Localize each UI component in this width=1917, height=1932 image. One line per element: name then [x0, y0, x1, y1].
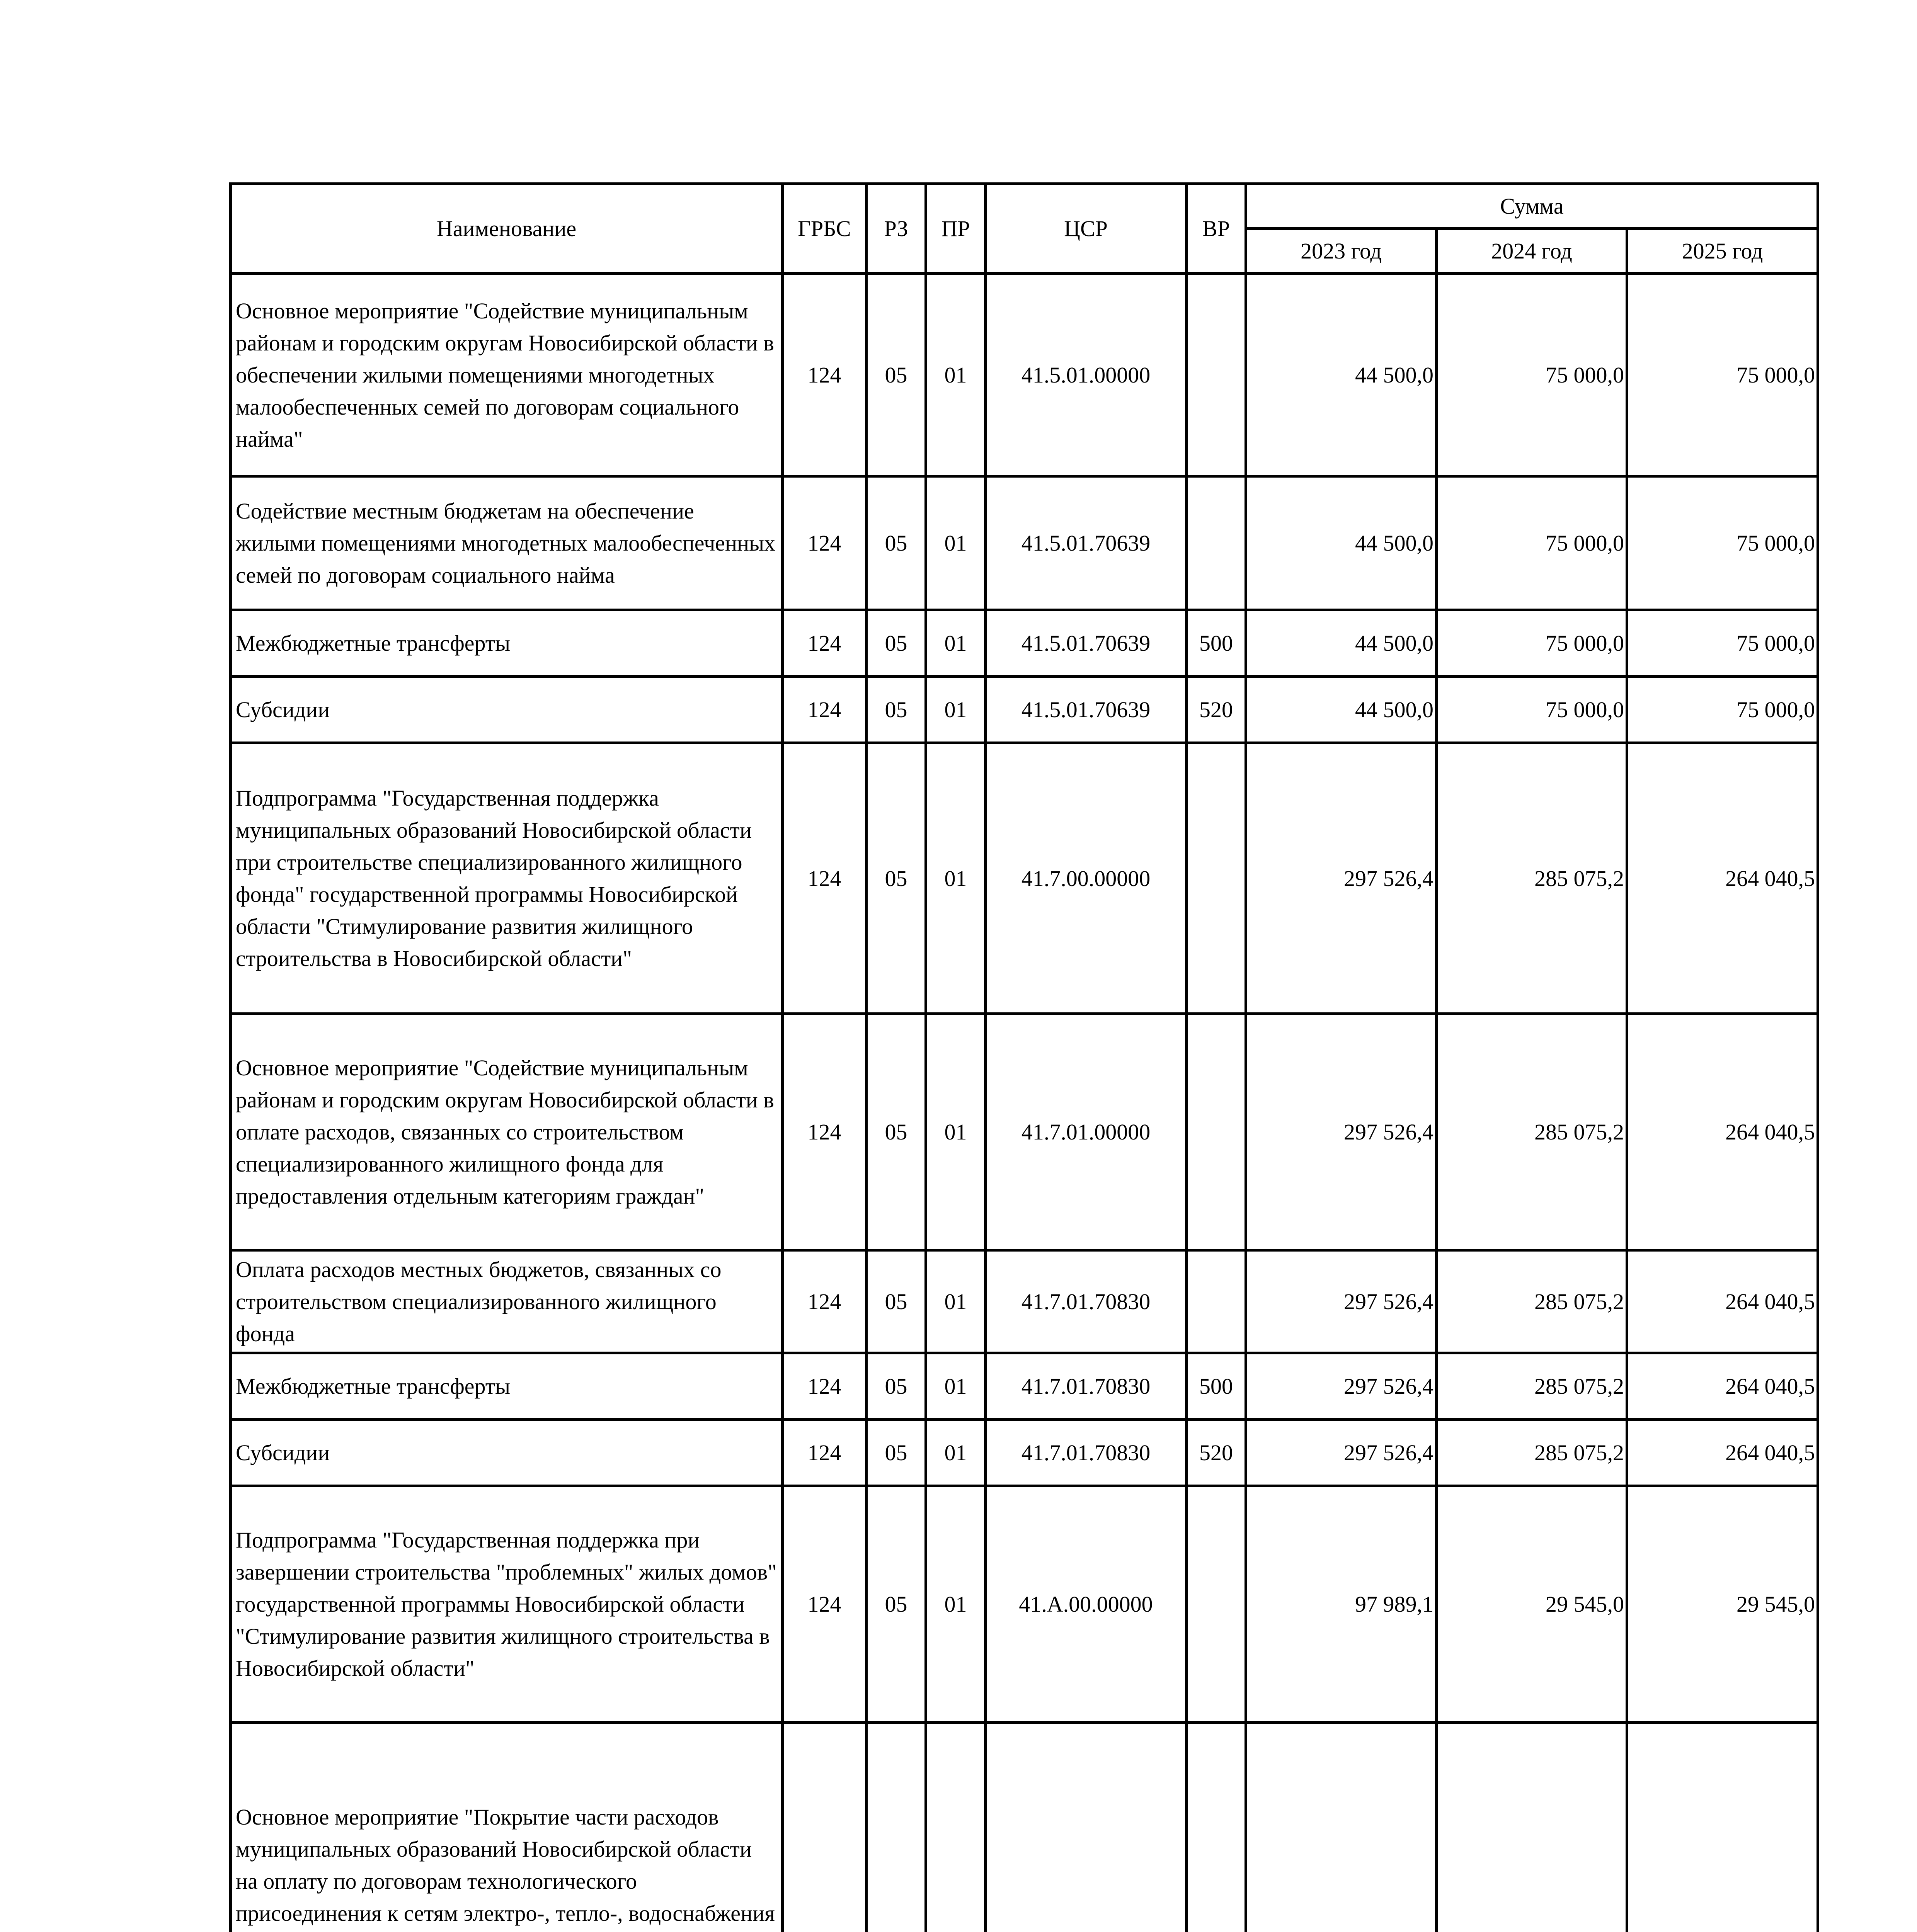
table-row — [231, 743, 1818, 1014]
table-row — [231, 1353, 1818, 1420]
row-vr: 500 — [1187, 610, 1246, 677]
row-vr: 520 — [1187, 1420, 1246, 1486]
row-grbs: 124 — [783, 677, 867, 743]
row-sum-2025: 75 000,0 — [1627, 610, 1818, 677]
row-pr: 01 — [926, 743, 986, 1014]
row-sum-2024: 29 545,0 — [1437, 1486, 1627, 1723]
row-sum-2024: 285 075,2 — [1437, 743, 1627, 1014]
row-rz: 05 — [867, 677, 926, 743]
row-sum-2023: 44 500,0 — [1246, 476, 1437, 610]
row-sum-2025: 75 000,0 — [1627, 677, 1818, 743]
header-sum: Сумма — [1246, 184, 1818, 229]
row-sum-2025 — [1627, 1723, 1818, 1932]
row-name: Субсидии — [231, 677, 783, 743]
row-sum-2024: 75 000,0 — [1437, 610, 1627, 677]
row-vr — [1187, 1723, 1246, 1932]
row-csr: 41.5.01.70639 — [986, 610, 1187, 677]
row-grbs: 124 — [783, 1250, 867, 1353]
row-sum-2023: 44 500,0 — [1246, 610, 1437, 677]
row-vr — [1187, 1250, 1246, 1353]
header-pr: ПР — [926, 184, 986, 274]
row-pr: 01 — [926, 1353, 986, 1420]
row-grbs: 124 — [783, 274, 867, 476]
row-csr: 41.7.01.00000 — [986, 1014, 1187, 1250]
row-sum-2023: 44 500,0 — [1246, 274, 1437, 476]
row-pr: 01 — [926, 1486, 986, 1723]
header-vr: ВР — [1187, 184, 1246, 274]
header-2023: 2023 год — [1246, 229, 1437, 274]
row-sum-2024: 75 000,0 — [1437, 476, 1627, 610]
table-row — [231, 1014, 1818, 1250]
row-csr — [986, 1723, 1187, 1932]
row-name: Основное мероприятие "Содействие муниципальным районам и городским округам Новосибирской области в оплате расходов, связанных со строительством специализированного жилищного фонда для предоставления отдельным категориям граждан" — [231, 1014, 783, 1250]
table-row — [231, 1250, 1818, 1353]
table-row — [231, 1420, 1818, 1486]
row-sum-2023: 297 526,4 — [1246, 1420, 1437, 1486]
row-pr: 01 — [926, 677, 986, 743]
header-csr: ЦСР — [986, 184, 1187, 274]
row-pr: 01 — [926, 476, 986, 610]
row-sum-2025: 264 040,5 — [1627, 1250, 1818, 1353]
table-row — [231, 1486, 1818, 1723]
row-sum-2024: 285 075,2 — [1437, 1420, 1627, 1486]
table-row — [231, 476, 1818, 610]
row-sum-2025: 75 000,0 — [1627, 476, 1818, 610]
row-grbs: 124 — [783, 476, 867, 610]
row-name: Подпрограмма "Государственная поддержка муниципальных образований Новосибирской области при строительстве специализированного жилищного фонда" государственной программы Новосибирской области "Стимулирование развития жилищного строительства в Новосибирской области" — [231, 743, 783, 1014]
row-sum-2023: 297 526,4 — [1246, 1014, 1437, 1250]
row-rz: 05 — [867, 274, 926, 476]
row-rz: 05 — [867, 610, 926, 677]
row-csr: 41.7.01.70830 — [986, 1420, 1187, 1486]
row-grbs: 124 — [783, 1486, 867, 1723]
row-csr: 41.5.01.00000 — [986, 274, 1187, 476]
row-sum-2024: 285 075,2 — [1437, 1250, 1627, 1353]
row-sum-2023: 97 989,1 — [1246, 1486, 1437, 1723]
header-name: Наименование — [231, 184, 783, 274]
row-rz: 05 — [867, 1420, 926, 1486]
header-rz: РЗ — [867, 184, 926, 274]
row-sum-2025: 29 545,0 — [1627, 1486, 1818, 1723]
row-grbs — [783, 1723, 867, 1932]
row-csr: 41.7.01.70830 — [986, 1250, 1187, 1353]
row-sum-2024: 285 075,2 — [1437, 1014, 1627, 1250]
table-body — [231, 274, 1818, 1932]
row-vr — [1187, 274, 1246, 476]
row-name: Основное мероприятие "Покрытие части расходов муниципальных образований Новосибирской области на оплату по договорам технологического присоединения к сетям электро-, тепло-, водоснабжения — [231, 1723, 783, 1932]
row-name: Межбюджетные трансферты — [231, 1353, 783, 1420]
table-header — [231, 184, 1818, 274]
row-rz: 05 — [867, 743, 926, 1014]
row-sum-2025: 264 040,5 — [1627, 1420, 1818, 1486]
row-pr — [926, 1723, 986, 1932]
row-grbs: 124 — [783, 1353, 867, 1420]
row-grbs: 124 — [783, 743, 867, 1014]
table-row — [231, 677, 1818, 743]
row-rz: 05 — [867, 476, 926, 610]
row-vr — [1187, 1486, 1246, 1723]
row-name: Содействие местным бюджетам на обеспечение жилыми помещениями многодетных малообеспеченных семей по договорам социального найма — [231, 476, 783, 610]
row-sum-2024 — [1437, 1723, 1627, 1932]
row-sum-2023: 44 500,0 — [1246, 677, 1437, 743]
row-vr: 520 — [1187, 677, 1246, 743]
row-rz: 05 — [867, 1250, 926, 1353]
row-sum-2023: 297 526,4 — [1246, 1353, 1437, 1420]
table-row — [231, 1723, 1818, 1932]
row-csr: 41.А.00.00000 — [986, 1486, 1187, 1723]
row-sum-2023: 297 526,4 — [1246, 1250, 1437, 1353]
row-rz: 05 — [867, 1353, 926, 1420]
row-rz: 05 — [867, 1014, 926, 1250]
row-grbs: 124 — [783, 1014, 867, 1250]
row-name: Межбюджетные трансферты — [231, 610, 783, 677]
row-sum-2025: 75 000,0 — [1627, 274, 1818, 476]
table-row — [231, 274, 1818, 476]
row-sum-2023 — [1246, 1723, 1437, 1932]
row-sum-2025: 264 040,5 — [1627, 1353, 1818, 1420]
header-2025: 2025 год — [1627, 229, 1818, 274]
row-name: Основное мероприятие "Содействие муниципальным районам и городским округам Новосибирской области в обеспечении жилыми помещениями многодетных малообеспеченных семей по договорам социального найма" — [231, 274, 783, 476]
row-sum-2024: 75 000,0 — [1437, 274, 1627, 476]
row-name: Подпрограмма "Государственная поддержка при завершении строительства "проблемных" жилых домов" государственной программы Новосибирской области "Стимулирование развития жилищного строительства в Новосибирской области" — [231, 1486, 783, 1723]
row-csr: 41.7.00.00000 — [986, 743, 1187, 1014]
row-csr: 41.5.01.70639 — [986, 677, 1187, 743]
row-sum-2025: 264 040,5 — [1627, 1014, 1818, 1250]
row-vr — [1187, 476, 1246, 610]
row-csr: 41.7.01.70830 — [986, 1353, 1187, 1420]
row-pr: 01 — [926, 1014, 986, 1250]
row-sum-2023: 297 526,4 — [1246, 743, 1437, 1014]
header-grbs: ГРБС — [783, 184, 867, 274]
row-vr: 500 — [1187, 1353, 1246, 1420]
row-vr — [1187, 1014, 1246, 1250]
row-csr: 41.5.01.70639 — [986, 476, 1187, 610]
row-pr: 01 — [926, 1420, 986, 1486]
table-row — [231, 610, 1818, 677]
row-name: Субсидии — [231, 1420, 783, 1486]
row-rz — [867, 1723, 926, 1932]
row-sum-2024: 285 075,2 — [1437, 1353, 1627, 1420]
budget-table — [229, 182, 1819, 1932]
row-sum-2025: 264 040,5 — [1627, 743, 1818, 1014]
header-2024: 2024 год — [1437, 229, 1627, 274]
row-grbs: 124 — [783, 1420, 867, 1486]
row-vr — [1187, 743, 1246, 1014]
row-sum-2024: 75 000,0 — [1437, 677, 1627, 743]
row-rz: 05 — [867, 1486, 926, 1723]
row-name: Оплата расходов местных бюджетов, связанных со строительством специализированного жилищного фонда — [231, 1250, 783, 1353]
row-pr: 01 — [926, 274, 986, 476]
row-pr: 01 — [926, 610, 986, 677]
row-grbs: 124 — [783, 610, 867, 677]
row-pr: 01 — [926, 1250, 986, 1353]
